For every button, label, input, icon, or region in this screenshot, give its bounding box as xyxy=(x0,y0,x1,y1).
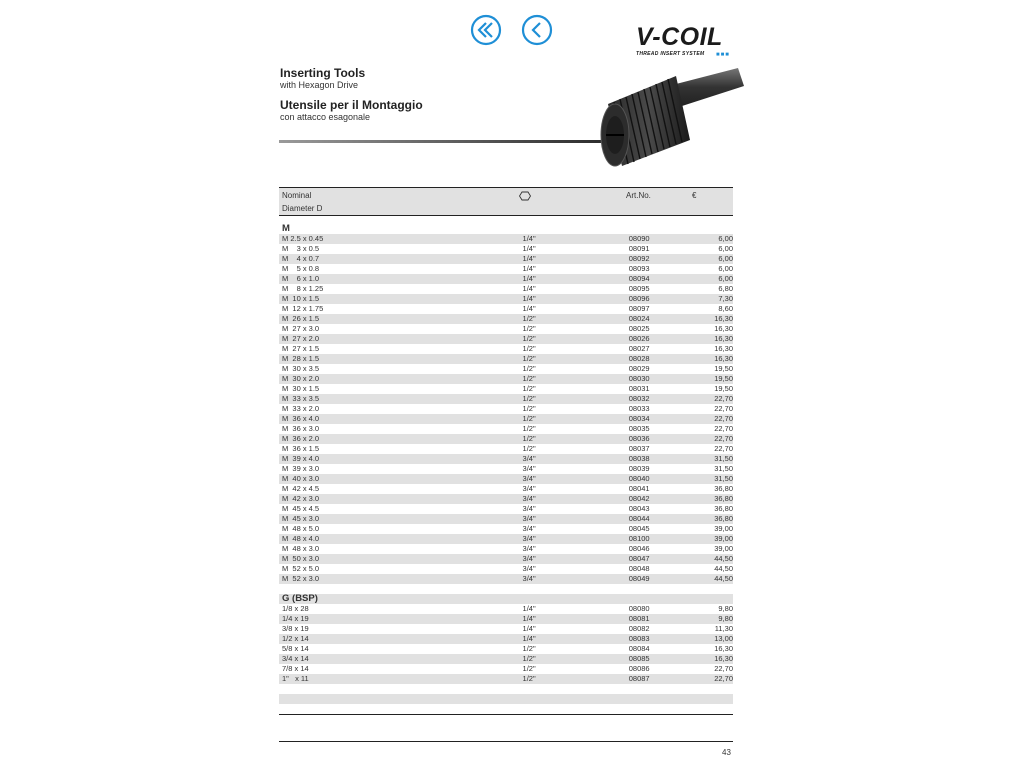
table-row xyxy=(279,414,733,424)
previous-page-button[interactable] xyxy=(521,14,553,46)
price-cell: 6,00 xyxy=(695,234,733,244)
art-no-cell: 08095 xyxy=(628,284,650,293)
double-chevron-left-icon xyxy=(470,14,502,46)
drive-cell: 1/2" xyxy=(523,354,629,364)
price-table xyxy=(279,224,733,714)
nominal-cell: M 26 x 1.5 xyxy=(279,314,523,324)
table-header xyxy=(279,187,733,216)
nominal-cell: M 10 x 1.5 xyxy=(279,294,523,304)
nominal-cell: 1" x 11 xyxy=(279,674,523,684)
drive-cell: 1/4" xyxy=(523,614,629,624)
nominal-cell: M 36 x 4.0 xyxy=(279,414,523,424)
art-no-cell: 08044 xyxy=(629,514,695,524)
nominal-cell: M 27 x 1.5 xyxy=(282,344,320,353)
table-row xyxy=(279,634,733,644)
art-no-cell: 08047 xyxy=(629,554,695,564)
nominal-cell: M 12 x 1.75 xyxy=(282,304,324,313)
table-row xyxy=(279,524,733,534)
nominal-cell: M 52 x 5.0 xyxy=(282,564,320,573)
table-row xyxy=(279,624,733,634)
table-row xyxy=(279,424,733,434)
nominal-cell: M 39 x 3.0 xyxy=(282,464,320,473)
table-row xyxy=(279,324,733,334)
section-label: M xyxy=(282,223,290,234)
art-no-cell: 08093 xyxy=(628,264,650,273)
drive-cell: 3/4" xyxy=(522,564,536,573)
price-cell: 44,50 xyxy=(695,554,733,564)
table-row xyxy=(279,554,733,564)
price-cell: 44,50 xyxy=(695,574,733,584)
table-row xyxy=(279,444,733,454)
table-row xyxy=(279,674,733,684)
drive-cell: 1/4" xyxy=(522,624,536,633)
nominal-cell: M 39 x 4.0 xyxy=(279,454,523,464)
price-cell: 16,30 xyxy=(714,324,733,333)
table-row xyxy=(279,534,733,544)
nominal-cell: M 27 x 3.0 xyxy=(282,324,320,333)
drive-cell: 3/4" xyxy=(523,554,629,564)
table-row xyxy=(279,274,733,284)
table-row xyxy=(279,604,733,614)
price-cell: 7,30 xyxy=(695,294,733,304)
nominal-cell: M 42 x 3.0 xyxy=(279,494,523,504)
price-cell: 39,00 xyxy=(695,534,733,544)
table-row xyxy=(279,654,733,664)
nominal-cell: M 36 x 3.0 xyxy=(282,424,320,433)
nominal-cell: M 45 x 3.0 xyxy=(279,514,523,524)
table-row xyxy=(279,494,733,504)
drive-cell: 1/2" xyxy=(522,644,536,653)
drive-cell: 1/2" xyxy=(522,344,536,353)
first-page-button[interactable] xyxy=(470,14,502,46)
art-no-cell: 08042 xyxy=(629,494,695,504)
nominal-cell: M 6 x 1.0 xyxy=(279,274,523,284)
nominal-cell: M 2.5 x 0.45 xyxy=(279,234,523,244)
price-cell: 22,70 xyxy=(695,434,733,444)
art-no-cell: 08033 xyxy=(628,404,650,413)
nominal-cell: M 4 x 0.7 xyxy=(279,254,523,264)
art-no-cell: 08030 xyxy=(629,374,695,384)
price-cell: 19,50 xyxy=(714,384,733,393)
nominal-cell: M 33 x 3.5 xyxy=(279,394,523,404)
table-row xyxy=(279,244,733,254)
header-art-no: Art.No. xyxy=(626,191,651,200)
drive-cell: 3/4" xyxy=(523,474,629,484)
drive-cell: 3/4" xyxy=(522,464,536,473)
drive-cell: 1/2" xyxy=(523,654,629,664)
art-no-cell: 08041 xyxy=(628,484,650,493)
header-price: € xyxy=(692,191,697,200)
drive-cell: 1/4" xyxy=(522,264,536,273)
art-no-cell: 08048 xyxy=(628,564,650,573)
nominal-cell: M 50 x 3.0 xyxy=(279,554,523,564)
drive-cell: 1/4" xyxy=(523,294,629,304)
drive-cell: 3/4" xyxy=(522,544,536,553)
nominal-cell: M 27 x 2.0 xyxy=(279,334,523,344)
art-no-cell: 08094 xyxy=(629,274,695,284)
art-no-cell: 08100 xyxy=(629,534,695,544)
drive-cell: 1/4" xyxy=(522,284,536,293)
nominal-cell: M 28 x 1.5 xyxy=(279,354,523,364)
art-no-cell: 08096 xyxy=(629,294,695,304)
art-no-cell: 08040 xyxy=(629,474,695,484)
art-no-cell: 08036 xyxy=(629,434,695,444)
price-cell: 22,70 xyxy=(714,404,733,413)
price-cell: 36,80 xyxy=(714,504,733,513)
art-no-cell: 08029 xyxy=(628,364,650,373)
price-cell: 22,70 xyxy=(695,394,733,404)
table-row xyxy=(279,484,733,494)
art-no-cell: 08081 xyxy=(629,614,695,624)
drive-cell: 1/4" xyxy=(522,244,536,253)
drive-cell: 1/2" xyxy=(523,334,629,344)
table-row xyxy=(279,314,733,324)
nominal-cell: M 30 x 2.0 xyxy=(279,374,523,384)
nominal-cell: M 33 x 2.0 xyxy=(282,404,320,413)
table-row xyxy=(279,664,733,674)
art-no-cell: 08039 xyxy=(628,464,650,473)
price-cell: 8,60 xyxy=(718,304,733,313)
drive-cell: 1/2" xyxy=(522,664,536,673)
drive-cell: 3/4" xyxy=(523,454,629,464)
price-cell: 31,50 xyxy=(714,464,733,473)
table-row xyxy=(279,434,733,444)
blank-row xyxy=(279,584,733,594)
table-row xyxy=(279,234,733,244)
price-cell: 19,50 xyxy=(695,374,733,384)
table-row xyxy=(279,544,733,554)
page-titles xyxy=(280,66,423,123)
price-cell: 39,00 xyxy=(714,524,733,533)
drive-cell: 1/4" xyxy=(522,604,536,613)
blank-row xyxy=(279,694,733,704)
price-cell: 39,00 xyxy=(714,544,733,553)
drive-cell: 3/4" xyxy=(522,524,536,533)
art-no-cell: 08092 xyxy=(629,254,695,264)
price-cell: 36,80 xyxy=(714,484,733,493)
price-cell: 6,00 xyxy=(695,274,733,284)
nominal-cell: M 48 x 4.0 xyxy=(279,534,523,544)
price-cell: 6,00 xyxy=(695,254,733,264)
art-no-cell: 08090 xyxy=(629,234,695,244)
table-row xyxy=(279,344,733,354)
table-row xyxy=(279,644,733,654)
v-coil-logo xyxy=(636,24,736,58)
hexagon-icon xyxy=(519,191,531,203)
drive-cell: 1/2" xyxy=(523,314,629,324)
drive-cell: 1/2" xyxy=(522,364,536,373)
nominal-cell: 3/8 x 19 xyxy=(282,624,309,633)
table-row xyxy=(279,384,733,394)
art-no-cell: 08086 xyxy=(628,664,650,673)
nominal-cell: M 30 x 1.5 xyxy=(282,384,320,393)
table-row xyxy=(279,564,733,574)
title-english: Inserting Tools xyxy=(280,66,366,80)
table-row xyxy=(279,504,733,514)
table-row xyxy=(279,614,733,624)
page-number: 43 xyxy=(722,748,731,757)
section-label: G (BSP) xyxy=(279,594,733,604)
logo-brand: V-COIL xyxy=(636,23,723,51)
drive-cell: 1/4" xyxy=(522,304,536,313)
drive-cell: 1/4" xyxy=(523,254,629,264)
price-cell: 6,00 xyxy=(718,244,733,253)
price-cell: 22,70 xyxy=(695,414,733,424)
table-end-line xyxy=(279,714,733,715)
drive-cell: 3/4" xyxy=(522,484,536,493)
nominal-cell: M 48 x 5.0 xyxy=(282,524,320,533)
drive-cell: 1/2" xyxy=(523,434,629,444)
art-no-cell: 08031 xyxy=(628,384,650,393)
art-no-cell: 08035 xyxy=(628,424,650,433)
art-no-cell: 08083 xyxy=(629,634,695,644)
table-row xyxy=(279,364,733,374)
nominal-cell: 1/4 x 19 xyxy=(279,614,523,624)
blank-cell xyxy=(279,694,733,704)
nominal-cell: M 30 x 3.5 xyxy=(282,364,320,373)
nominal-cell: M 36 x 2.0 xyxy=(279,434,523,444)
drive-cell: 3/4" xyxy=(523,494,629,504)
nominal-cell: 1/8 x 28 xyxy=(282,604,309,613)
blank-row xyxy=(279,704,733,714)
drive-cell: 3/4" xyxy=(523,574,629,584)
blank-cell xyxy=(279,584,733,594)
art-no-cell: 08025 xyxy=(628,324,650,333)
price-cell: 22,70 xyxy=(714,664,733,673)
drive-cell: 1/4" xyxy=(523,634,629,644)
nominal-cell: M 42 x 4.5 xyxy=(282,484,320,493)
drive-cell: 1/2" xyxy=(523,414,629,424)
drive-cell: 3/4" xyxy=(523,534,629,544)
nominal-cell: 1/2 x 14 xyxy=(279,634,523,644)
table-row xyxy=(279,404,733,414)
blank-cell xyxy=(279,704,733,714)
art-no-cell: 08024 xyxy=(629,314,695,324)
blank-cell xyxy=(279,684,733,694)
nominal-cell: M 36 x 1.5 xyxy=(282,444,320,453)
header-nominal: Nominal xyxy=(282,191,312,200)
table-row xyxy=(279,474,733,484)
price-cell: 16,30 xyxy=(695,654,733,664)
art-no-cell: 08043 xyxy=(628,504,650,513)
drive-cell: 3/4" xyxy=(522,504,536,513)
price-cell: 9,80 xyxy=(695,614,733,624)
drive-cell: 1/2" xyxy=(522,424,536,433)
nominal-cell: M 5 x 0.8 xyxy=(282,264,320,273)
table-row xyxy=(279,334,733,344)
price-cell: 16,30 xyxy=(695,354,733,364)
drive-cell: 1/4" xyxy=(523,274,629,284)
drive-cell: 1/2" xyxy=(522,384,536,393)
price-cell: 22,70 xyxy=(714,424,733,433)
art-no-cell: 08034 xyxy=(629,414,695,424)
price-cell: 13,00 xyxy=(695,634,733,644)
nominal-cell: 5/8 x 14 xyxy=(282,644,309,653)
art-no-cell: 08097 xyxy=(628,304,650,313)
drive-cell: 1/4" xyxy=(523,234,629,244)
chevron-left-icon xyxy=(521,14,553,46)
nominal-cell: M 52 x 3.0 xyxy=(279,574,523,584)
subtitle-english: with Hexagon Drive xyxy=(280,80,359,90)
art-no-cell: 08080 xyxy=(628,604,650,613)
price-cell: 36,80 xyxy=(695,514,733,524)
price-cell: 44,50 xyxy=(714,564,733,573)
blank-row xyxy=(279,684,733,694)
section-row xyxy=(279,224,733,234)
nominal-cell: 7/8 x 14 xyxy=(282,664,309,673)
price-cell: 9,80 xyxy=(718,604,733,613)
price-cell: 31,50 xyxy=(695,454,733,464)
art-no-cell: 08082 xyxy=(628,624,650,633)
drive-cell: 1/2" xyxy=(522,404,536,413)
inserting-tool-image xyxy=(598,54,748,174)
price-cell: 36,80 xyxy=(695,494,733,504)
nominal-cell: M 45 x 4.5 xyxy=(282,504,320,513)
title-italian: Utensile per il Montaggio xyxy=(280,98,423,112)
price-cell: 16,30 xyxy=(695,334,733,344)
table-row xyxy=(279,284,733,294)
price-cell: 16,30 xyxy=(714,344,733,353)
art-no-cell: 08046 xyxy=(628,544,650,553)
nominal-cell: M 40 x 3.0 xyxy=(279,474,523,484)
price-cell: 6,00 xyxy=(718,264,733,273)
logo-tagline: THREAD INSERT SYSTEM xyxy=(636,51,705,57)
table-row xyxy=(279,454,733,464)
table-row xyxy=(279,294,733,304)
drive-cell: 1/2" xyxy=(523,374,629,384)
table-row xyxy=(279,394,733,404)
art-no-cell: 08049 xyxy=(629,574,695,584)
drive-cell: 1/2" xyxy=(522,324,536,333)
footer-rule xyxy=(279,741,733,742)
table-row xyxy=(279,464,733,474)
price-cell: 22,70 xyxy=(695,674,733,684)
table-row xyxy=(279,304,733,314)
nominal-cell: M 8 x 1.25 xyxy=(282,284,324,293)
art-no-cell: 08091 xyxy=(628,244,650,253)
table-row xyxy=(279,254,733,264)
drive-cell: 1/2" xyxy=(522,444,536,453)
art-no-cell: 08045 xyxy=(628,524,650,533)
price-cell: 22,70 xyxy=(714,444,733,453)
table-row xyxy=(279,514,733,524)
price-cell: 6,80 xyxy=(718,284,733,293)
table-row xyxy=(279,574,733,584)
art-no-cell: 08085 xyxy=(629,654,695,664)
price-cell: 16,30 xyxy=(695,314,733,324)
art-no-cell: 08084 xyxy=(628,644,650,653)
price-cell: 16,30 xyxy=(714,644,733,653)
section-row xyxy=(279,594,733,604)
nominal-cell: 3/4 x 14 xyxy=(279,654,523,664)
table-row xyxy=(279,374,733,384)
price-cell: 19,50 xyxy=(714,364,733,373)
header-diameter: Diameter D xyxy=(282,204,323,213)
art-no-cell: 08087 xyxy=(629,674,695,684)
price-cell: 11,30 xyxy=(714,624,733,633)
drive-cell: 1/2" xyxy=(523,674,629,684)
art-no-cell: 08038 xyxy=(629,454,695,464)
art-no-cell: 08037 xyxy=(628,444,650,453)
table-row xyxy=(279,264,733,274)
drive-cell: 1/2" xyxy=(523,394,629,404)
art-no-cell: 08026 xyxy=(629,334,695,344)
price-cell: 31,50 xyxy=(695,474,733,484)
drive-cell: 3/4" xyxy=(523,514,629,524)
art-no-cell: 08032 xyxy=(629,394,695,404)
nominal-cell: M 48 x 3.0 xyxy=(282,544,320,553)
nominal-cell: M 3 x 0.5 xyxy=(282,244,320,253)
title-rule xyxy=(279,140,609,143)
table-row xyxy=(279,354,733,364)
art-no-cell: 08027 xyxy=(628,344,650,353)
subtitle-italian: con attacco esagonale xyxy=(280,112,371,122)
logo-dots: ■■■ xyxy=(716,52,730,58)
art-no-cell: 08028 xyxy=(629,354,695,364)
